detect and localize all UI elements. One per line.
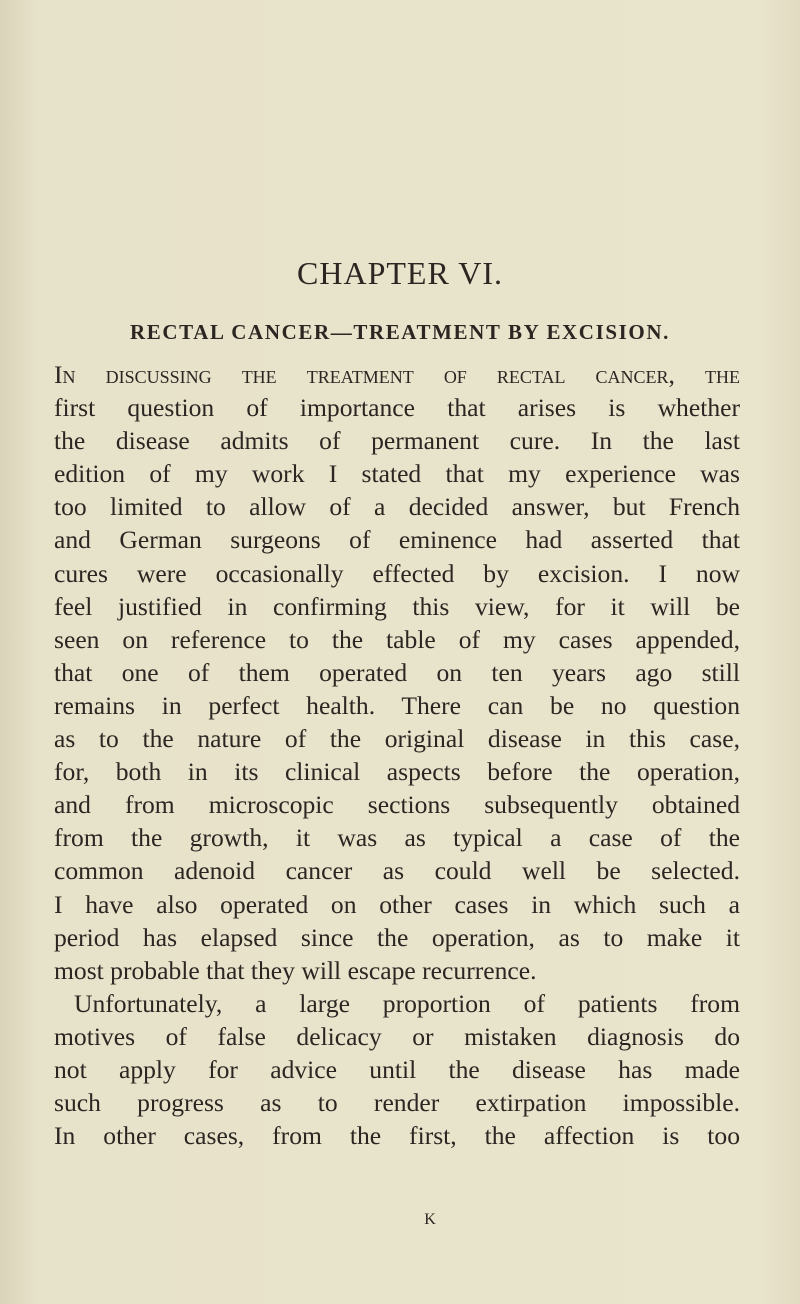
text-line-13: for, both in its clinical aspects before the operation, (54, 757, 740, 787)
text-line-6: and German surgeons of eminence had asserted that (54, 525, 740, 555)
chapter-heading: CHAPTER VI. (297, 255, 503, 291)
text-line-11: remains in perfect health. There can be no question (54, 690, 740, 720)
text-line-22: not apply for advice until the disease has made (54, 1054, 740, 1084)
text-line-7: cures were occasionally effected by excision. I now (54, 558, 740, 588)
first-line-text: In discussing the treatment of rectal cancer, the (54, 360, 740, 389)
text-line-24: In other cases, from the first, the affection is too (54, 1121, 740, 1151)
body-text (54, 358, 740, 1152)
text-line-10: that one of them operated on ten years ago still (54, 657, 740, 687)
text-line-15: from the growth, it was as typical a case of the (54, 823, 740, 853)
text-line-1 (54, 358, 740, 391)
text-line-23: such progress as to render extirpation impossible. (54, 1088, 740, 1118)
text-line-18: period has elapsed since the operation, as to make it (54, 922, 740, 952)
signature-mark: K (424, 1211, 436, 1228)
text-line-12: as to the nature of the original disease in this case, (54, 724, 740, 754)
text-line-17: I have also operated on other cases in which such a (54, 889, 740, 919)
section-heading: RECTAL CANCER—TREATMENT BY EXCISION. (130, 320, 670, 344)
text-line-3: the disease admits of permanent cure. In the last (54, 426, 740, 456)
text-line-2: first question of importance that arises is whether (54, 393, 740, 423)
text-line-16: common adenoid cancer as could well be selected. (54, 856, 740, 886)
text-line-14: and from microscopic sections subsequently obtained (54, 790, 740, 820)
text-line-4: edition of my work I stated that my experience was (54, 459, 740, 489)
text-line-20: Unfortunately, a large proportion of patients from (74, 988, 740, 1018)
text-line-21: motives of false delicacy or mistaken diagnosis do (54, 1021, 740, 1051)
text-line-19: most probable that they will escape recurrence. (54, 955, 537, 985)
text-line-9: seen on reference to the table of my cases appended, (54, 624, 740, 654)
text-line-5: too limited to allow of a decided answer, but French (54, 492, 740, 522)
text-line-8: feel justified in confirming this view, for it will be (54, 591, 740, 621)
